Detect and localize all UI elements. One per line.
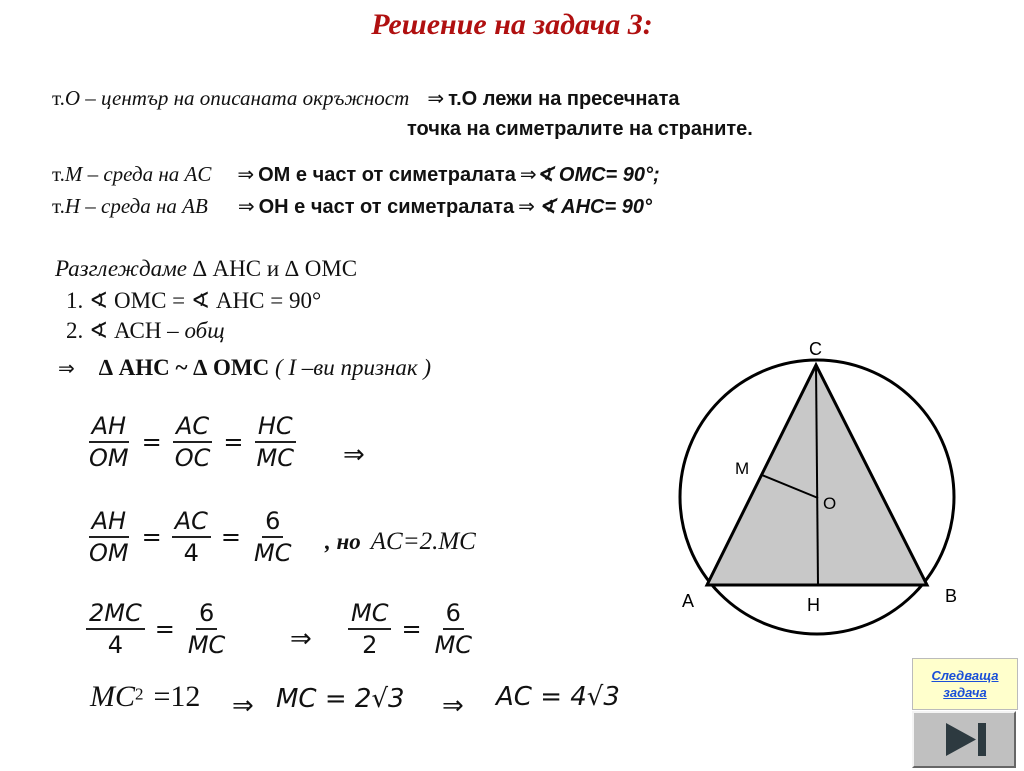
equation-row-3b <box>348 600 475 658</box>
condition-but: , но <box>325 529 361 554</box>
consider-line <box>55 256 357 282</box>
circle-triangle-figure <box>657 337 982 645</box>
geometry-diagram <box>657 337 982 645</box>
point-prefix: т. <box>52 86 65 110</box>
implies-arrow: ⇒ <box>518 194 535 218</box>
label-h: H <box>807 595 820 615</box>
condition-formula: AC=2.MC <box>370 528 476 555</box>
label-a: A <box>682 591 695 611</box>
equals-sign: = <box>223 428 244 456</box>
next-track-icon <box>914 713 1014 766</box>
point-prefix: т. <box>52 162 65 186</box>
label-m: M <box>735 459 750 478</box>
implies-arrow: ⇒ <box>232 691 254 721</box>
label-b: B <box>945 586 958 606</box>
equation-row-2 <box>86 508 294 566</box>
fraction: $\frac{HC}{MC}$ <box>256 412 294 472</box>
mc-result: MC = 2√3 <box>276 684 405 714</box>
similarity-bold: ∆ АНС ~ ∆ ОМС <box>98 355 270 380</box>
equation-row-4 <box>90 680 200 714</box>
implies-arrow: ⇒ <box>442 691 464 721</box>
point-prefix: т. <box>52 194 65 218</box>
label-o: O <box>823 494 837 513</box>
reason-item-2-text: 2. ∢ АСН – <box>66 318 185 343</box>
equation-row-1 <box>86 413 297 471</box>
statement-line-1-cont: точка на симетралите на страните. <box>407 118 753 140</box>
mc-squared-base: MC <box>90 680 135 713</box>
equals-sign: = <box>141 523 162 551</box>
implies-arrow: ⇒ <box>58 356 75 380</box>
mc-squared-exponent: 2 <box>135 684 144 704</box>
implies-arrow: ⇒ <box>519 162 537 186</box>
equals-sign: = <box>220 523 242 551</box>
angle-statement: ∢ АНС= 90° <box>538 196 652 218</box>
equation-row-3 <box>86 600 228 658</box>
statement-line-2 <box>52 162 660 187</box>
equals-sign: = <box>154 615 175 643</box>
fraction: $\frac{MC}{2}$ <box>348 600 391 658</box>
statement-bold: т.О лежи на пресечната <box>448 88 680 110</box>
angle-statement: ∢ ОМС= 90°; <box>536 164 660 186</box>
next-task-label-2[interactable]: задача <box>943 685 987 700</box>
next-slide-button[interactable] <box>912 711 1016 768</box>
mc-squared-value: =12 <box>153 680 201 713</box>
fraction: $\frac{AC}{4}$ <box>172 508 211 566</box>
condition-note <box>325 528 476 556</box>
next-task-link[interactable] <box>912 658 1018 710</box>
consider-italic: Разглеждаме <box>55 256 187 281</box>
label-c: C <box>809 339 822 359</box>
consider-triangles: ∆ АНС и ∆ ОМС <box>186 256 358 281</box>
ac-result: AC = 4√3 <box>496 682 620 712</box>
statement-line-3 <box>52 194 652 219</box>
equals-sign: = <box>401 615 422 643</box>
similarity-criterion: ( I –ви признак ) <box>269 355 432 380</box>
fraction: $\frac{2MC}{4}$ <box>86 600 145 658</box>
implies-arrow: ⇒ <box>237 162 255 186</box>
fraction: $\frac{6}{MC}$ <box>187 599 226 659</box>
fraction: $\frac{AH}{OM}$ <box>89 412 129 472</box>
reason-item-1: 1. ∢ ОМС = ∢ АНС = 90° <box>66 288 322 313</box>
implies-arrow: ⇒ <box>343 440 365 470</box>
fraction: $\frac{AC}{OC}$ <box>174 412 211 472</box>
equals-sign: = <box>141 428 162 456</box>
implies-arrow: ⇒ <box>290 624 312 654</box>
statement-italic: H – среда на AB <box>64 194 208 218</box>
slide-title: Решение на задача 3: <box>371 8 653 41</box>
implies-arrow: ⇒ <box>237 194 255 218</box>
implies-arrow: ⇒ <box>427 86 445 110</box>
similarity-conclusion <box>58 355 431 381</box>
statement-line-1 <box>52 86 680 111</box>
fraction: $\frac{6}{MC}$ <box>434 599 473 659</box>
reason-item-2 <box>66 318 225 344</box>
next-task-label-1[interactable]: Следваща <box>931 668 999 683</box>
statement-bold: ОН е част от симетралата <box>258 196 515 218</box>
fraction: $\frac{AH}{OM}$ <box>89 507 129 567</box>
fraction: $\frac{6}{MC}$ <box>254 507 292 567</box>
statement-bold: ОМ е част от симетралата <box>258 164 516 186</box>
statement-italic: M – среда на AC <box>64 162 212 186</box>
reason-item-2-italic: общ <box>184 318 225 343</box>
statement-italic: O – център на описаната окръжност <box>64 86 410 110</box>
